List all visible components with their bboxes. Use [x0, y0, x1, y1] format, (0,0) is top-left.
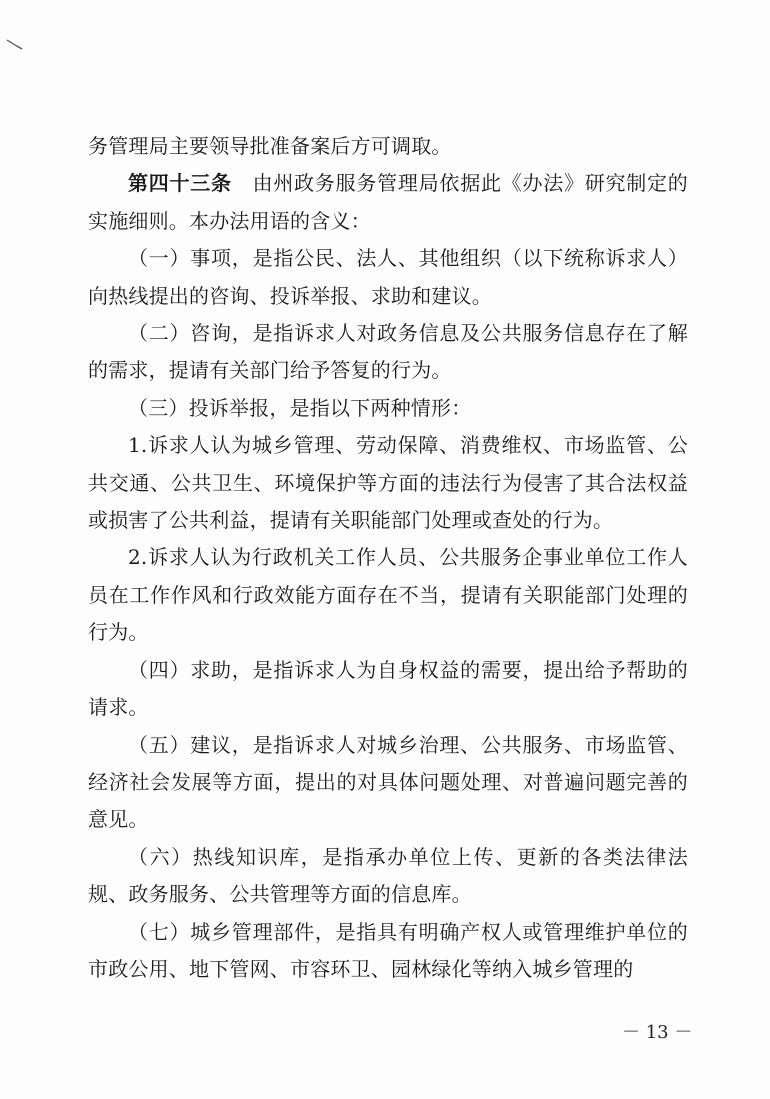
paragraph-text: （六）热线知识库，是指承办单位上传、更新的各类法律法规、政务服务、公共管理等方面的信息库。: [88, 844, 688, 907]
paragraph-text: （二）咨询，是指诉求人对政务信息及公共服务信息存在了解的需求，提请有关部门给予答复的行为。: [88, 321, 688, 383]
paragraph-text: （五）建议，是指诉求人对城乡治理、公共服务、市场监管、经济社会发展等方面，提出的对具体问题处理、对普遍问题完善的意见。: [88, 732, 688, 832]
page-number: － 13 －: [622, 1022, 693, 1043]
paragraph-text: （三）投诉举报，是指以下两种情形：: [128, 395, 472, 420]
paragraph-text: 务管理局主要领导批准备案后方可调取。: [88, 134, 452, 158]
paragraph-10: [88, 914, 688, 989]
paragraph-text: 1.诉求人认为城乡管理、劳动保障、消费维权、市场监管、公共交通、公共卫生、环境保护等方面的违法行为侵害了其合法权益或损害了公共利益，提请有关职能部门处理或查处的行为。: [88, 433, 688, 533]
scan-mark-icon: [6, 38, 24, 50]
paragraph-text: （七）城乡管理部件，是指具有明确产权人或管理维护单位的市政公用、地下管网、市容环卫、园林绿化等纳入城乡管理的: [88, 919, 688, 981]
paragraph-5: [88, 427, 688, 539]
paragraph-6: [88, 539, 688, 651]
document-body: [88, 128, 688, 988]
paragraph-text: （四）求助，是指诉求人为自身权益的需要，提出给予帮助的请求。: [88, 657, 688, 720]
paragraph-3: [88, 315, 688, 390]
paragraph-text: 2.诉求人认为行政机关工作人员、公共服务企事业单位工作人员在工作作风和行政效能方面存在不当，提请有关职能部门处理的行为。: [88, 545, 688, 645]
paragraph-0: [88, 128, 688, 165]
paragraph-4: [88, 390, 688, 427]
paragraph-7: [88, 652, 688, 727]
paragraph-8: [88, 727, 688, 839]
paragraph-9: [88, 839, 688, 914]
paragraph-1: [88, 165, 688, 240]
paragraph-2: [88, 240, 688, 315]
article-heading: 第四十三条: [128, 171, 232, 196]
paragraph-text: 由州政务服务管理局依据此《办法》研究制定的实施细则。本办法用语的含义：: [88, 171, 689, 233]
paragraph-text: （一）事项，是指公民、法人、其他组织（以下统称诉求人）向热线提出的咨询、投诉举报、求助和建议。: [88, 246, 688, 308]
